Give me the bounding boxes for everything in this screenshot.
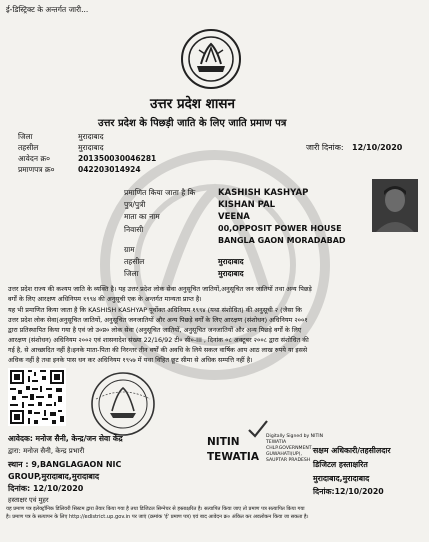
body-line-4: उत्तर प्रदेश लोक सेवा(अनुसूचित जातियों, अनुसूचित जनजातियों और अन्य पिछड़े वर्गों के लिए आरक्षण (संशोधन) अधिनियम २००१ (8, 316, 308, 324)
footer-line-2: है। प्रमाण पत्र के सत्यापन के लिए http://edistrict.up.gov.in पर जाएं (क्रमांक 'ई' प्रमाण पत्र) एवं बाद आवेदन क्र० अंकित कर अवलोकन किया जा सकता है। (6, 514, 309, 520)
stamp-note: हस्ताक्षर एवं मुहर (8, 496, 49, 504)
issuer-address-line-1: स्थान : 9,BANGLAGAON NIC (8, 460, 122, 469)
up-emblem-icon (179, 28, 243, 90)
person-tehsil-value: मुरादाबाद (218, 257, 244, 266)
body-line-2: वर्गों के लिए आरक्षण अधिनियम १९९४ की अनुसूची एक के अन्तर्गत मान्यता प्राप्त है। (8, 295, 202, 303)
meta-tehsil-label: तहसील (18, 143, 39, 152)
person-district-value: मुरादाबाद (218, 269, 244, 278)
authority-title: सक्षम अधिकारी/तहसीलदार (313, 446, 391, 455)
applicant-photo (372, 179, 418, 232)
meta-certificate-number: 042203014924 (78, 165, 141, 174)
body-line-3: यह भी प्रमाणित किया जाता है कि KASHISH KASHYAP पूर्वोक्त अधिनियम १९९४ (यथा संशोधित) की अनुसूची २ (जैसा कि (8, 306, 302, 314)
authority-place: मुरादाबाद,मुरादाबाद (313, 474, 370, 483)
resident-label: निवासी (124, 225, 144, 234)
address-line-2: BANGLA GAON MORADABAD (218, 236, 346, 245)
body-line-1: उत्तर प्रदेश राज्य की कश्यप जाति के व्यक्ति है। यह उत्तर प्रदेश लोक सेवा अनुसूचित जातियों,अनुसूचित जन जातियों तथा अन्य पिछड़े (8, 285, 312, 293)
body-line-5: द्वारा प्रतिस्थापित किया गया है एवं जो उ०प्र० लोक सेवा (अनुसूचित जातियों, अनुसूचित जनजातियों और अन्य पिछड़े वर्गों के लिए (8, 326, 302, 334)
certify-intro: प्रमाणित किया जाता है कि (124, 188, 196, 197)
issue-date-value: 12/10/2020 (352, 143, 403, 152)
digital-sign-line-4: GUWAHATI(UP), (266, 452, 302, 457)
footer-line-1: यह प्रमाण पत्र इलेक्ट्रॉनिक डिलिवरी सिस्टम द्वारा तैयार किया गया है तथा डिजिटल सिग्नेचर से हस्ताक्षरित है। सत्यापित किया जाए तो प्रमाण पत्र सत्यापित किया गया (6, 506, 305, 512)
meta-district-label: जिला (18, 132, 33, 141)
digital-sign-line-3: CHLP.GOVERNMENT, (266, 446, 314, 451)
signer-name: NITIN (207, 436, 240, 448)
body-line-7: गई है, से आच्छादित नहीं है।इनके माता-पिता की निरन्तर तीन वर्षों की अवधि के लिये सकल वार्षिक आय आठ लाख रुपये या इससे (8, 346, 308, 354)
meta-certificate-label: प्रमाणपत्र क्र० (18, 165, 55, 174)
digital-sign-line-5: SAUPTAR PRADESH (266, 458, 311, 463)
body-line-8: अधिक नहीं है तथा इनके पास धन कर अधिनियम १९५७ में यथा विहित छूट सीमा से अधिक सम्पत्ति नहीं है। (8, 356, 253, 364)
address-line-1: 00,OPPOSIT POWER HOUSE (218, 224, 342, 233)
mother-label: माता का नाम (124, 212, 160, 221)
father-name: KISHAN PAL (218, 200, 276, 210)
digital-sign-line-1: Digitally Signed by NITIN (266, 434, 324, 439)
applicant-centre-label: आवेदक: मनोज सैनी, केन्द्र/जन सेवा केंद्र (8, 434, 123, 443)
applicant-name: KASHISH KASHYAP (218, 188, 309, 198)
meta-tehsil-value: मुरादाबाद (78, 143, 104, 152)
digital-sign-line-2: TEWATIA (266, 440, 287, 445)
certificate-title: उत्तर प्रदेश के पिछड़ी जाति के लिए जाति प्रमाण पत्र (98, 118, 287, 129)
person-tehsil-label: तहसील (124, 257, 145, 266)
issuer-date: दिनांक: 12/10/2020 (8, 484, 84, 493)
meta-district-value: मुरादाबाद (78, 132, 104, 141)
authority-date: दिनांक:12/10/2020 (313, 487, 384, 496)
official-seal-icon (90, 371, 156, 437)
village-label: ग्राम (124, 245, 135, 254)
father-label: पुत्र/पुत्री (124, 200, 146, 209)
edistrict-note: ई-डिस्ट्रिक्ट के अन्तर्गत जारी... (6, 5, 89, 14)
meta-application-number: 201350030046281 (78, 154, 157, 163)
signer-surname: TEWATIA (207, 451, 259, 463)
authority-digitally-signed: डिजिटल हस्ताक्षरित (313, 460, 368, 469)
issuer-address-line-2: GROUP,मुरादाबाद,मुरादाबाद (8, 472, 100, 481)
issue-date-label: जारी दिनांक: (306, 143, 344, 152)
qr-code-icon (8, 368, 66, 426)
body-line-6: आरक्षण (संशोधन) अधिनियम २००२ एवं शासनादेश संख्या 22/16/92 टी० सी०-III , दिनांक ०८ अक्टूबर २००८ द्वारा संशोधित की (8, 336, 309, 344)
meta-application-label: आवेदन क्र० (18, 154, 51, 163)
operator-line: द्वारा: मनोज सैनी, केन्द्र प्रभारी (8, 447, 85, 455)
gov-title: उत्तर प्रदेश शासन (150, 96, 235, 112)
mother-name: VEENA (218, 212, 250, 222)
person-district-label: जिला (124, 269, 139, 278)
